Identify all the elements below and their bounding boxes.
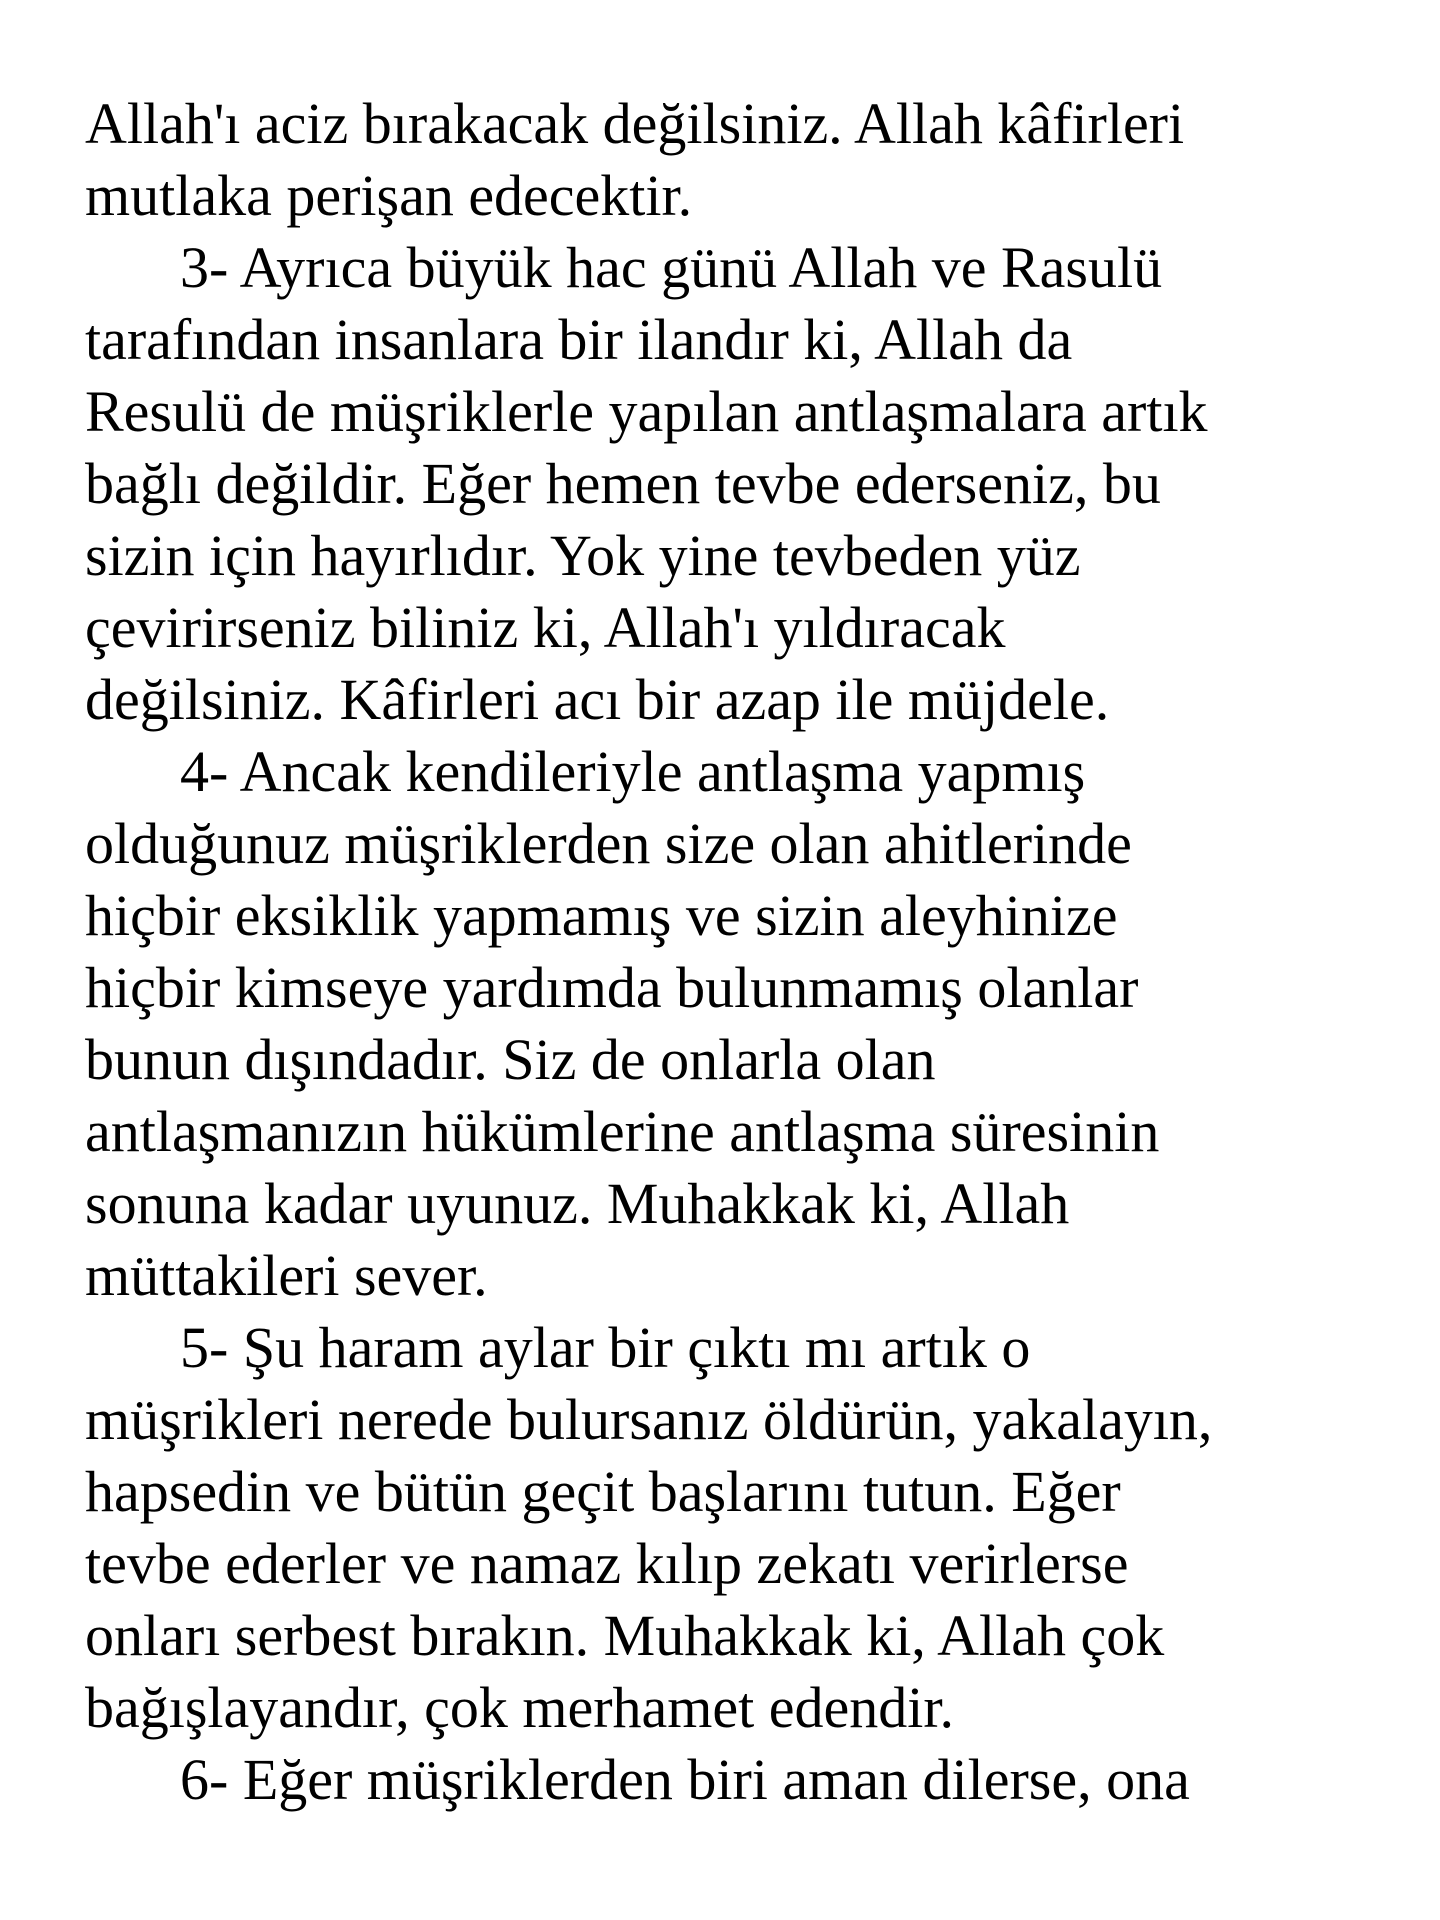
text-line: Allah'ı aciz bırakacak değilsiniz. Allah kâfirleri [85,91,1185,156]
text-line: Resulü de müşriklerle yapılan antlaşmalara artık [85,379,1208,444]
text-line: müttakileri sever. [85,1243,488,1308]
text-line: sizin için hayırlıdır. Yok yine tevbeden yüz [85,523,1081,588]
text-line: mutlaka perişan edecektir. [85,163,693,228]
text-line: değilsiniz. Kâfirleri acı bir azap ile müjdele. [85,667,1110,732]
text-line: çevirirseniz biliniz ki, Allah'ı yıldıracak [85,595,1006,660]
text-line: hiçbir eksiklik yapmamış ve sizin aleyhinize [85,883,1118,948]
text-line: tevbe ederler ve namaz kılıp zekatı verirlerse [85,1531,1129,1596]
text-line: sonuna kadar uyunuz. Muhakkak ki, Allah [85,1171,1070,1236]
verse-6-start: 6- Eğer müşriklerden biri aman dilerse, ona [180,1747,1190,1812]
document-page [85,88,1405,1816]
text-line: antlaşmanızın hükümlerine antlaşma süresinin [85,1099,1160,1164]
text-line: hiçbir kimseye yardımda bulunmamış olanlar [85,955,1139,1020]
text-line: hapsedin ve bütün geçit başlarını tutun. Eğer [85,1459,1121,1524]
verse-5-start: 5- Şu haram aylar bir çıktı mı artık o [180,1315,1031,1380]
verse-3-start: 3- Ayrıca büyük hac günü Allah ve Rasulü [180,235,1163,300]
text-line: bağışlayandır, çok merhamet edendir. [85,1675,954,1740]
text-line: bağlı değildir. Eğer hemen tevbe ederseniz, bu [85,451,1161,516]
text-line: tarafından insanlara bir ilandır ki, Allah da [85,307,1073,372]
text-line: bunun dışındadır. Siz de onlarla olan [85,1027,936,1092]
text-line: onları serbest bırakın. Muhakkak ki, Allah çok [85,1603,1165,1668]
text-line: olduğunuz müşriklerden size olan ahitlerinde [85,811,1132,876]
verse-4-start: 4- Ancak kendileriyle antlaşma yapmış [180,739,1086,804]
text-line: müşrikleri nerede bulursanız öldürün, yakalayın, [85,1387,1213,1452]
